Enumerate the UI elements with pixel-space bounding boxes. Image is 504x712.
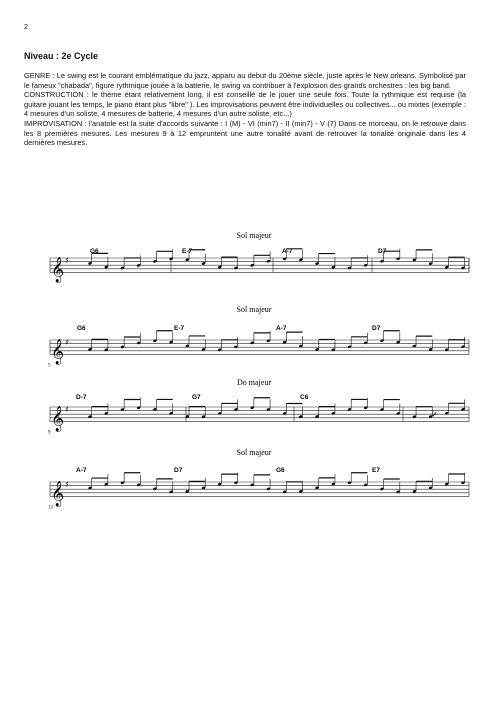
chord-symbol: E-7 (174, 325, 185, 332)
key-label: Sol majeur (236, 231, 272, 240)
chord-symbol: D7 (174, 467, 183, 474)
measure-number: 5 (48, 363, 51, 369)
chord-symbol: C6 (300, 394, 309, 401)
measure-number: 9 (48, 430, 51, 436)
chord-symbol: D-7 (76, 394, 87, 401)
chord-symbol: E-7 (182, 248, 193, 255)
key-label: Do majeur (237, 378, 271, 387)
genre-paragraph: GENRE : Le swing est le courant emblématique du jazz, apparu au debut du 20ème siècle, juste après le New orleans. Symbolisé par le fameux "chabada", figure rythmique jouée à la batterie, le swing va contribuer à l'explosion des grands orchestres : les big band. (24, 71, 466, 90)
chord-symbol: G7 (192, 394, 201, 401)
sharp-icon: ♯ (65, 338, 69, 347)
chord-symbol: D7 (378, 248, 387, 255)
chord-symbol: G6 (276, 467, 285, 474)
page-title: Niveau : 2e Cycle (24, 51, 99, 61)
chord-symbol: E7 (372, 467, 380, 474)
key-label: Sol majeur (236, 448, 272, 457)
measure-number: 13 (48, 505, 53, 511)
chord-symbol: G6 (90, 248, 99, 255)
treble-clef-icon: 𝄞 (51, 406, 65, 432)
chord-symbol: A-7 (76, 467, 87, 474)
treble-clef-icon: 𝄞 (51, 481, 65, 507)
treble-clef-icon: 𝄞 (51, 257, 65, 283)
construction-paragraph: CONSTRUCTION : le thème étant relativement long, il est conseillé de le jouer une seule fois. Toute la rythmique est requise (la guitare jouant les temps, le piano étant plus "libre" ). Les improvisations peuvent être individuelles ou collectives... ou mixtes (exemple : 4 mesures d'un soliste, 4 mesures de batterie, 4 mesures d'un autre soliste, etc...) (24, 90, 466, 119)
sharp-icon: ♯ (65, 256, 69, 265)
key-label: Sol majeur (236, 305, 272, 314)
page-number: 2 (24, 24, 28, 31)
sharp-icon: ♯ (65, 405, 69, 414)
chord-symbol: G6 (77, 325, 86, 332)
chord-symbol: A-7 (282, 248, 293, 255)
chord-symbol: A-7 (276, 325, 287, 332)
improvisation-paragraph: IMPROVISATION : l'anatole est la suite d'accords suivante : I (M) - VI (min7) - II (min7) - V (7) Dans ce morceau, on le retrouve dans les 8 premières mesures. Les mesures 9 à 12 empruntent une autre tonalité avant de retrouver la tonalité originale dans les 4 dernières mesures. (24, 118, 466, 148)
chord-symbol: D7 (372, 325, 381, 332)
repeat-sign-icon: 𝄎 (432, 410, 437, 421)
sharp-icon: ♯ (65, 480, 69, 489)
treble-clef-icon: 𝄞 (51, 339, 65, 365)
